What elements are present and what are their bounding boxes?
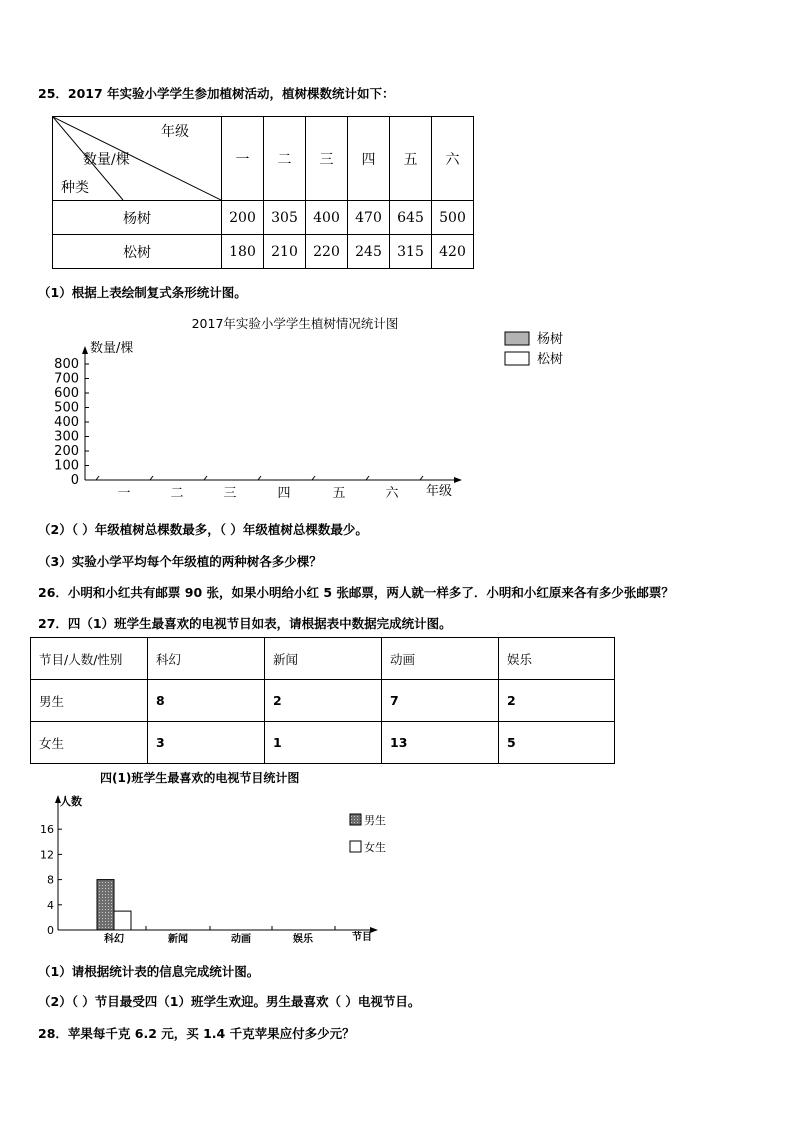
x-tick-label: 六	[385, 486, 399, 501]
x-tick-label: 五	[332, 486, 346, 501]
q25-table	[52, 116, 474, 269]
grade-header: 二	[264, 117, 306, 201]
x-axis-label: 节目	[352, 932, 372, 943]
x-tick-label: 二	[170, 486, 184, 501]
bar-boys	[97, 880, 114, 930]
q27-sub2: （2）（ ）节目最受四（1）班学生欢迎。男生最喜欢（ ）电视节目。	[38, 994, 421, 1009]
y-tick-label: 400	[54, 415, 79, 430]
x-tick	[258, 476, 261, 480]
table-cell: 305	[264, 201, 306, 235]
table-cell: 3	[148, 722, 265, 764]
y-axis-label: 数量/棵	[90, 341, 134, 356]
table-cell: 2	[265, 680, 382, 722]
y-tick-label: 700	[54, 371, 79, 387]
y-tick-label: 200	[54, 444, 79, 459]
legend-label-girls: 女生	[364, 841, 386, 854]
x-tick-label: 四	[277, 486, 291, 501]
table-cell: 7	[382, 680, 499, 722]
legend-label-pine: 松树	[537, 352, 564, 367]
table-row	[53, 201, 474, 235]
table-cell: 8	[148, 680, 265, 722]
tree-chart-legend	[500, 328, 590, 372]
table-header: 动画	[382, 638, 499, 680]
q28-text: 28．苹果每千克 6.2 元，买 1.4 千克苹果应付多少元？	[38, 1026, 355, 1041]
grade-header: 一	[222, 117, 264, 201]
y-tick-label: 0	[47, 924, 54, 937]
tv-program-chart	[30, 768, 400, 948]
x-tick	[366, 476, 369, 480]
table-cell: 315	[390, 235, 432, 269]
x-tick-label: 一	[117, 486, 131, 501]
table-cell: 200	[222, 201, 264, 235]
table-cell: 245	[348, 235, 390, 269]
y-tick-label: 8	[47, 873, 54, 887]
y-tick-label: 16	[40, 823, 54, 837]
diag-top-label: 年级	[161, 124, 189, 140]
diag-bottom-label: 种类	[61, 180, 89, 196]
table-cell: 1	[265, 722, 382, 764]
x-tick-label: 三	[223, 486, 237, 501]
q25-sub2: （2）（ ）年级植树总棵数最多，（ ）年级植树总棵数最少。	[38, 522, 368, 537]
y-tick-label: 100	[54, 458, 79, 474]
y-tick-label: 4	[47, 898, 54, 912]
q25-sub3: （3）实验小学平均每个年级植的两种树各多少棵？	[38, 554, 322, 569]
table-header: 科幻	[148, 638, 265, 680]
diag-mid-label: 数量/棵	[83, 152, 130, 168]
grade-header: 四	[348, 117, 390, 201]
tree-planting-chart	[40, 308, 480, 508]
diagonal-header-cell	[53, 117, 222, 201]
q27-sub1: （1）请根据统计表的信息完成统计图。	[38, 964, 260, 979]
x-tick-label: 科幻	[104, 934, 124, 945]
table-cell: 180	[222, 235, 264, 269]
chart-title: 2017年实验小学学生植树情况统计图	[191, 316, 399, 331]
grade-header: 三	[306, 117, 348, 201]
table-cell: 500	[432, 201, 474, 235]
grade-header: 六	[432, 117, 474, 201]
chart-title: 四(1)班学生最喜欢的电视节目统计图	[100, 771, 300, 785]
y-tick-label: 12	[40, 848, 54, 862]
x-axis-label: 年级	[426, 484, 453, 499]
y-tick-label: 0	[70, 473, 79, 488]
table-row	[31, 722, 615, 764]
table-cell: 420	[432, 235, 474, 269]
legend-label-boys: 男生	[364, 814, 386, 827]
legend-swatch-pine	[505, 352, 529, 365]
q26-text: 26．小明和小红共有邮票 90 张，如果小明给小红 5 张邮票，两人就一样多了．小明和小红原来各有多少张邮票？	[38, 585, 674, 600]
table-cell: 210	[264, 235, 306, 269]
legend-label-poplar: 杨树	[537, 332, 564, 347]
row-label: 杨树	[53, 201, 222, 235]
row-label: 女生	[31, 722, 148, 764]
legend-swatch-boys	[350, 814, 361, 825]
x-tick-label: 新闻	[168, 934, 188, 945]
x-tick	[312, 476, 315, 480]
table-header: 节目/人数/性别	[31, 638, 148, 680]
y-tick-label: 300	[54, 429, 79, 445]
table-cell: 2	[499, 680, 615, 722]
table-cell: 5	[499, 722, 615, 764]
row-label: 松树	[53, 235, 222, 269]
x-tick-label: 动画	[231, 934, 251, 945]
table-header: 新闻	[265, 638, 382, 680]
table-row	[53, 235, 474, 269]
q27-title: 27．四（1）班学生最喜欢的电视节目如表，请根据表中数据完成统计图。	[38, 616, 452, 631]
grade-header: 五	[390, 117, 432, 201]
table-cell: 470	[348, 201, 390, 235]
x-tick	[150, 476, 153, 480]
y-axis-arrow	[82, 346, 88, 354]
table-header: 娱乐	[499, 638, 615, 680]
x-tick-label: 娱乐	[293, 934, 313, 945]
row-label: 男生	[31, 680, 148, 722]
q25-sub1: （1）根据上表绘制复式条形统计图。	[38, 285, 247, 300]
bar-girls	[114, 911, 131, 930]
y-axis-label: 人数	[60, 795, 82, 808]
y-tick-label: 800	[54, 357, 79, 372]
y-tick-label: 500	[54, 400, 79, 416]
y-tick-label: 600	[54, 386, 79, 401]
legend-swatch-girls	[350, 841, 361, 852]
x-axis-arrow	[454, 477, 462, 483]
x-tick	[96, 476, 99, 480]
table-row	[31, 680, 615, 722]
x-tick	[204, 476, 207, 480]
table-cell: 645	[390, 201, 432, 235]
table-header-row	[31, 638, 615, 680]
q25-title: 25．2017 年实验小学学生参加植树活动，植树棵数统计如下：	[38, 86, 395, 101]
table-cell: 220	[306, 235, 348, 269]
table-cell: 13	[382, 722, 499, 764]
q27-table	[30, 637, 615, 764]
legend-swatch-poplar	[505, 332, 529, 345]
table-cell: 400	[306, 201, 348, 235]
x-tick	[420, 476, 423, 480]
